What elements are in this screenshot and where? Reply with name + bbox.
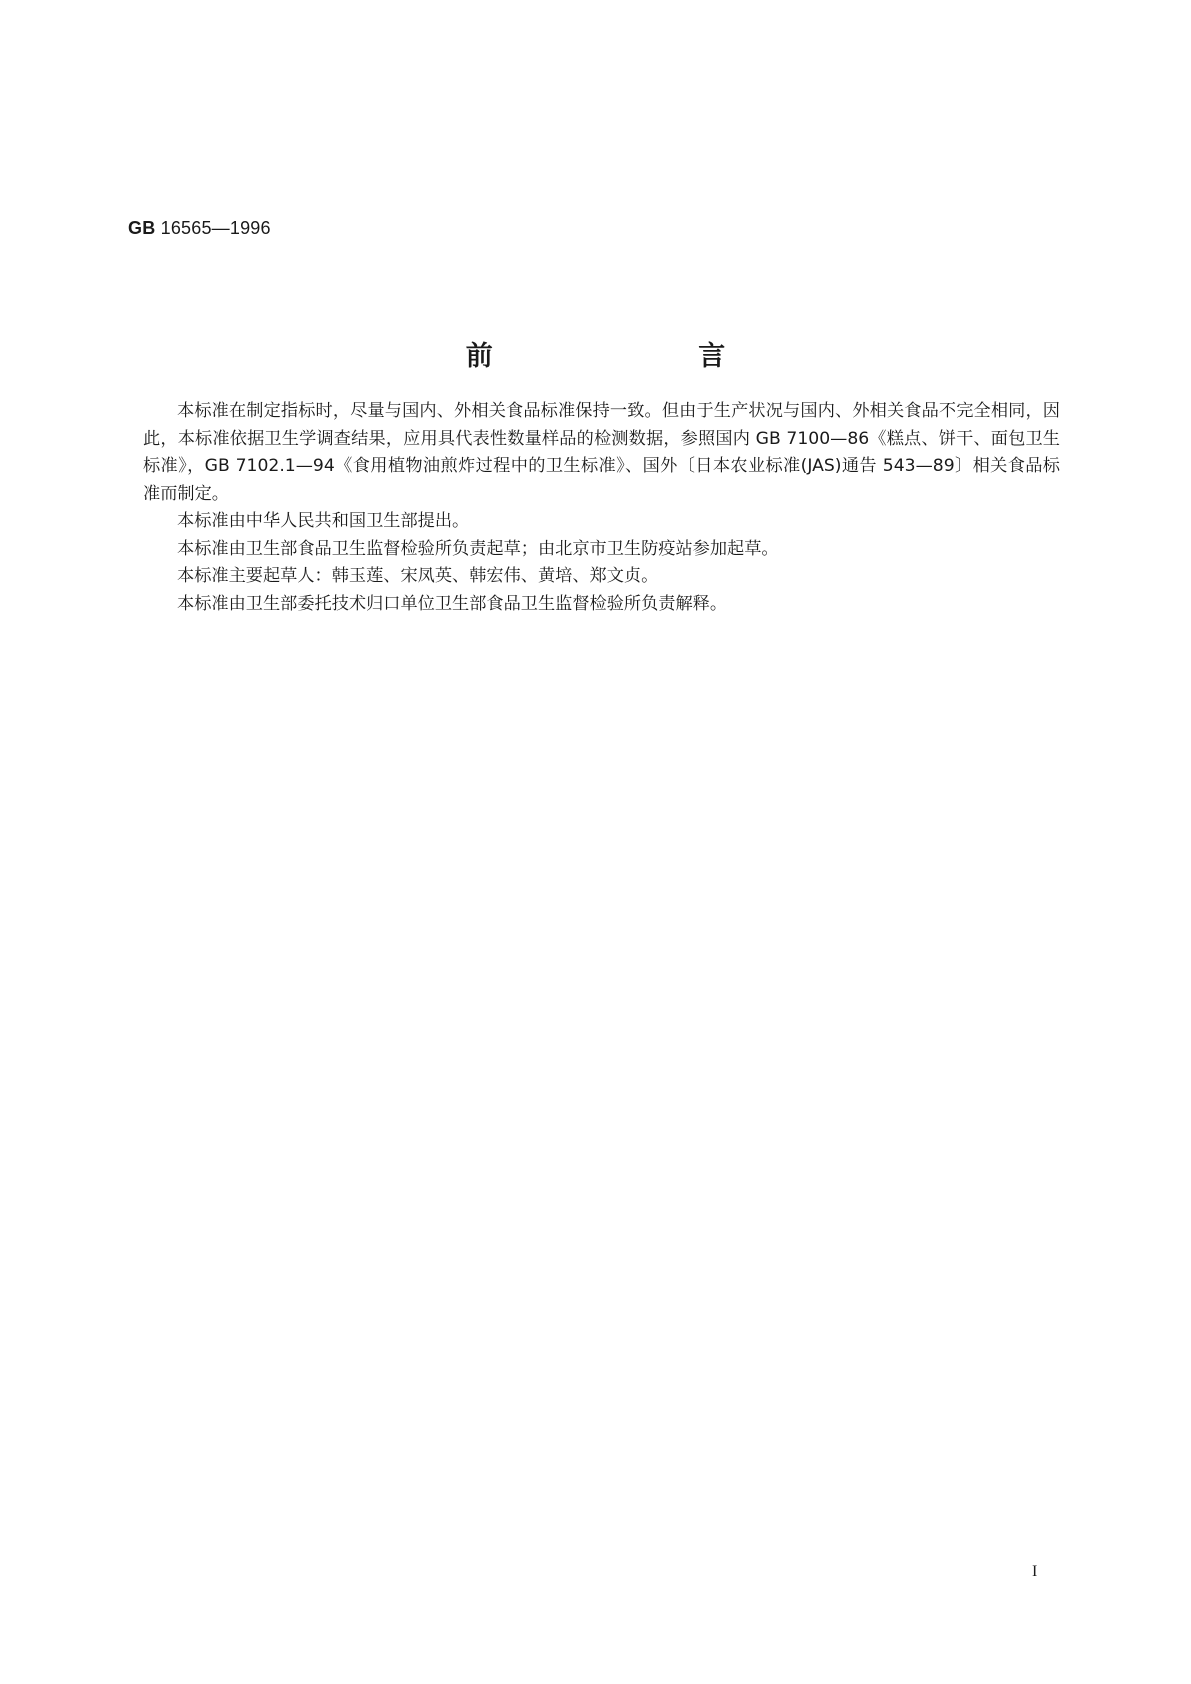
standard-prefix: GB bbox=[128, 218, 156, 238]
page-number: I bbox=[1032, 1563, 1038, 1580]
standard-code bbox=[128, 218, 271, 239]
paragraph-drafting-units: 本标准由卫生部食品卫生监督检验所负责起草；由北京市卫生防疫站参加起草。 bbox=[177, 538, 779, 559]
foreword-body bbox=[143, 398, 1060, 618]
standard-number: 16565—1996 bbox=[160, 218, 271, 238]
paragraph-interpretation: 本标准由卫生部委托技术归口单位卫生部食品卫生监督检验所负责解释。 bbox=[177, 593, 728, 614]
paragraph-proposer: 本标准由中华人民共和国卫生部提出。 bbox=[177, 511, 470, 531]
paragraph-basis: 本标准在制定指标时，尽量与国内、外相关食品标准保持一致。但由于生产状况与国内、外相关食品不完全相同，因此，本标准依据卫生学调查结果，应用具代表性数量样品的检测数据，参照国内 GB 7100—86《糕点、饼干、面包卫生标准》，GB 7102.1—94《食用植物油煎炸过程中的卫生标准》、国外〔日本农业标准(JAS)通告 543—89〕相关食品标准而制定。 bbox=[143, 401, 1060, 504]
page-title: 前 言 bbox=[465, 341, 824, 372]
paragraph-drafters: 本标准主要起草人：韩玉莲、宋凤英、韩宏伟、黄培、郑文贞。 bbox=[177, 566, 659, 586]
